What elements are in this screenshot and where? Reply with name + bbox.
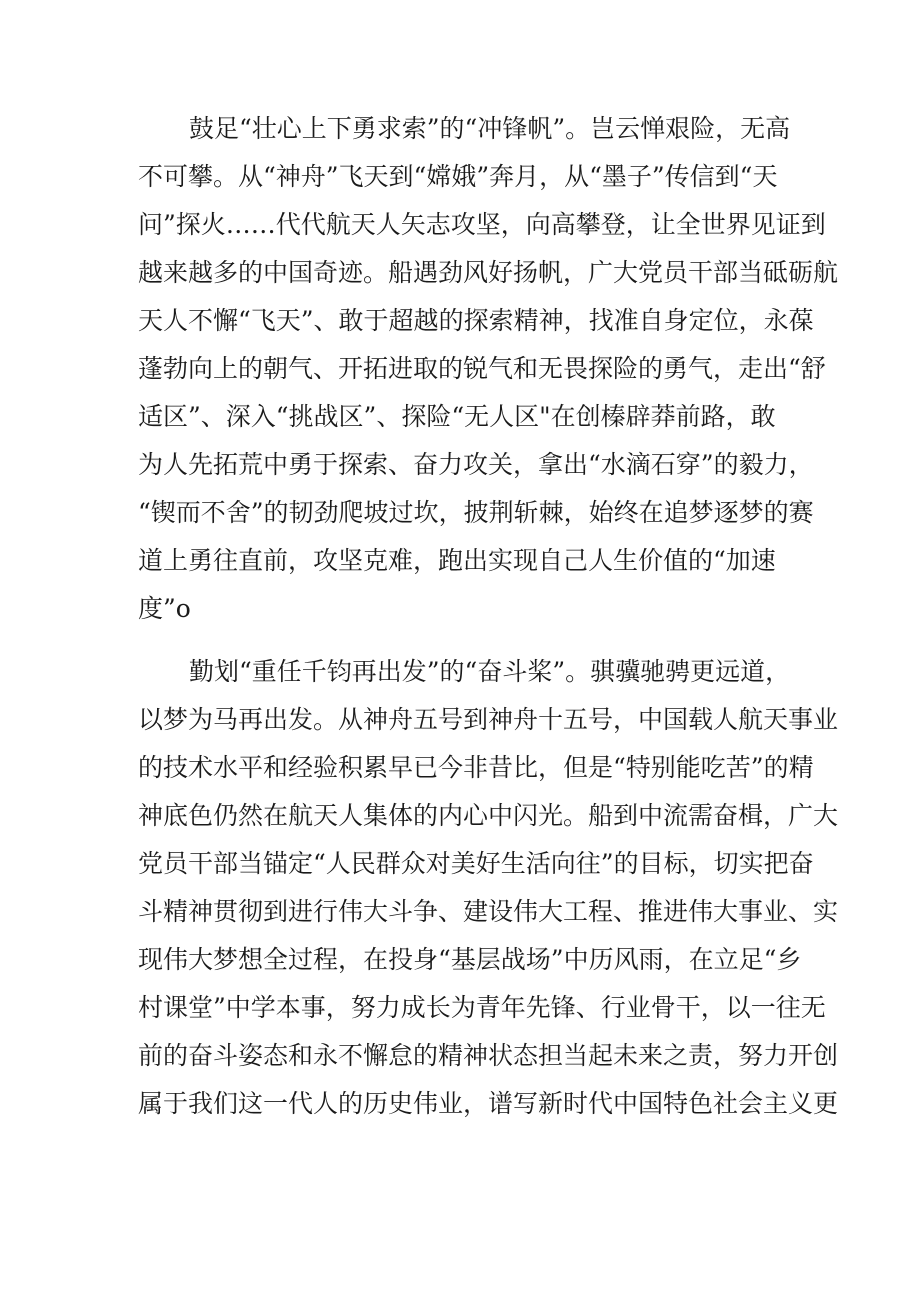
paragraph-line: [0, 696, 920, 744]
line-text: 的技术水平和经验积累早已今非昔比，但是“特别能吃苦”的精: [138, 753, 814, 782]
line-text: 党员干部当锚定“人民群众对美好生活向往”的目标，切实把奋: [138, 849, 814, 878]
paragraph-line: [0, 792, 920, 840]
paragraph-line: [0, 984, 920, 1032]
line-text: 不可攀。从“神舟”飞天到“嫦娥”奔月，从“墨子”传信到“天: [138, 162, 778, 191]
paragraph-line: [0, 648, 920, 696]
line-text: 以梦为马再出发。从神舟五号到神舟十五号，中国载人航天事业: [138, 705, 839, 734]
paragraph-line: [0, 249, 920, 297]
line-text: 适区”、深入“挑战区”、探险“无人区"在创榛辟莽前路，敢: [138, 402, 776, 431]
paragraph-line: [0, 744, 920, 792]
paragraph-line: [0, 1080, 920, 1128]
paragraph-line: [0, 888, 920, 936]
line-text: 勤划“重任千钧再出发”的“奋斗桨”。骐骥驰骋更远道，: [189, 657, 791, 686]
paragraph-line: [0, 201, 920, 249]
paragraph-line: [0, 393, 920, 441]
paragraph-line: [0, 537, 920, 585]
paragraph-line: [0, 105, 920, 153]
line-text: 度”o: [138, 594, 191, 623]
line-text: “锲而不舍”的韧劲爬坡过坎，披荆斩棘，始终在追梦逐梦的赛: [138, 498, 814, 527]
line-text: 为人先拓荒中勇于探索、奋力攻关，拿出“水滴石穿”的毅力，: [138, 450, 814, 479]
paragraph-line: [0, 297, 920, 345]
line-text: 前的奋斗姿态和永不懈怠的精神状态担当起未来之责，努力开创: [138, 1041, 839, 1070]
line-text: 越来越多的中国奇迹。船遇劲风好扬帆，广大党员干部当砥砺航: [138, 258, 839, 287]
line-text: 村课堂”中学本事，努力成长为青年先锋、行业骨干，以一往无: [138, 993, 826, 1022]
line-text: 斗精神贯彻到进行伟大斗争、建设伟大工程、推进伟大事业、实: [138, 897, 839, 926]
paragraph-line: [0, 936, 920, 984]
paragraph-line: [0, 153, 920, 201]
line-text: 鼓足“壮心上下勇求索”的“冲锋帆”。岂云惮艰险，无高: [189, 114, 791, 143]
paragraph-line: [0, 585, 920, 633]
line-text: 现伟大梦想全过程，在投身“基层战场”中历风雨，在立足“乡: [138, 945, 802, 974]
paragraph-line: [0, 1032, 920, 1080]
line-text: 问”探火……代代航天人矢志攻坚，向高攀登，让全世界见证到: [138, 210, 826, 239]
line-text: 蓬勃向上的朝气、开拓进取的锐气和无畏探险的勇气，走出“舒: [138, 354, 826, 383]
line-text: 天人不懈“飞天”、敢于超越的探索精神，找准自身定位，永葆: [138, 306, 814, 335]
line-text: 属于我们这一代人的历史伟业，谱写新时代中国特色社会主义更: [138, 1089, 839, 1118]
paragraph-line: [0, 840, 920, 888]
paragraph-line: [0, 345, 920, 393]
paragraph-line: [0, 489, 920, 537]
line-text: 道上勇往直前，攻坚克难，跑出实现自己人生价值的“加速: [138, 546, 776, 575]
paragraph-line: [0, 441, 920, 489]
line-text: 神底色仍然在航天人集体的内心中闪光。船到中流需奋楫，广大: [138, 801, 839, 830]
